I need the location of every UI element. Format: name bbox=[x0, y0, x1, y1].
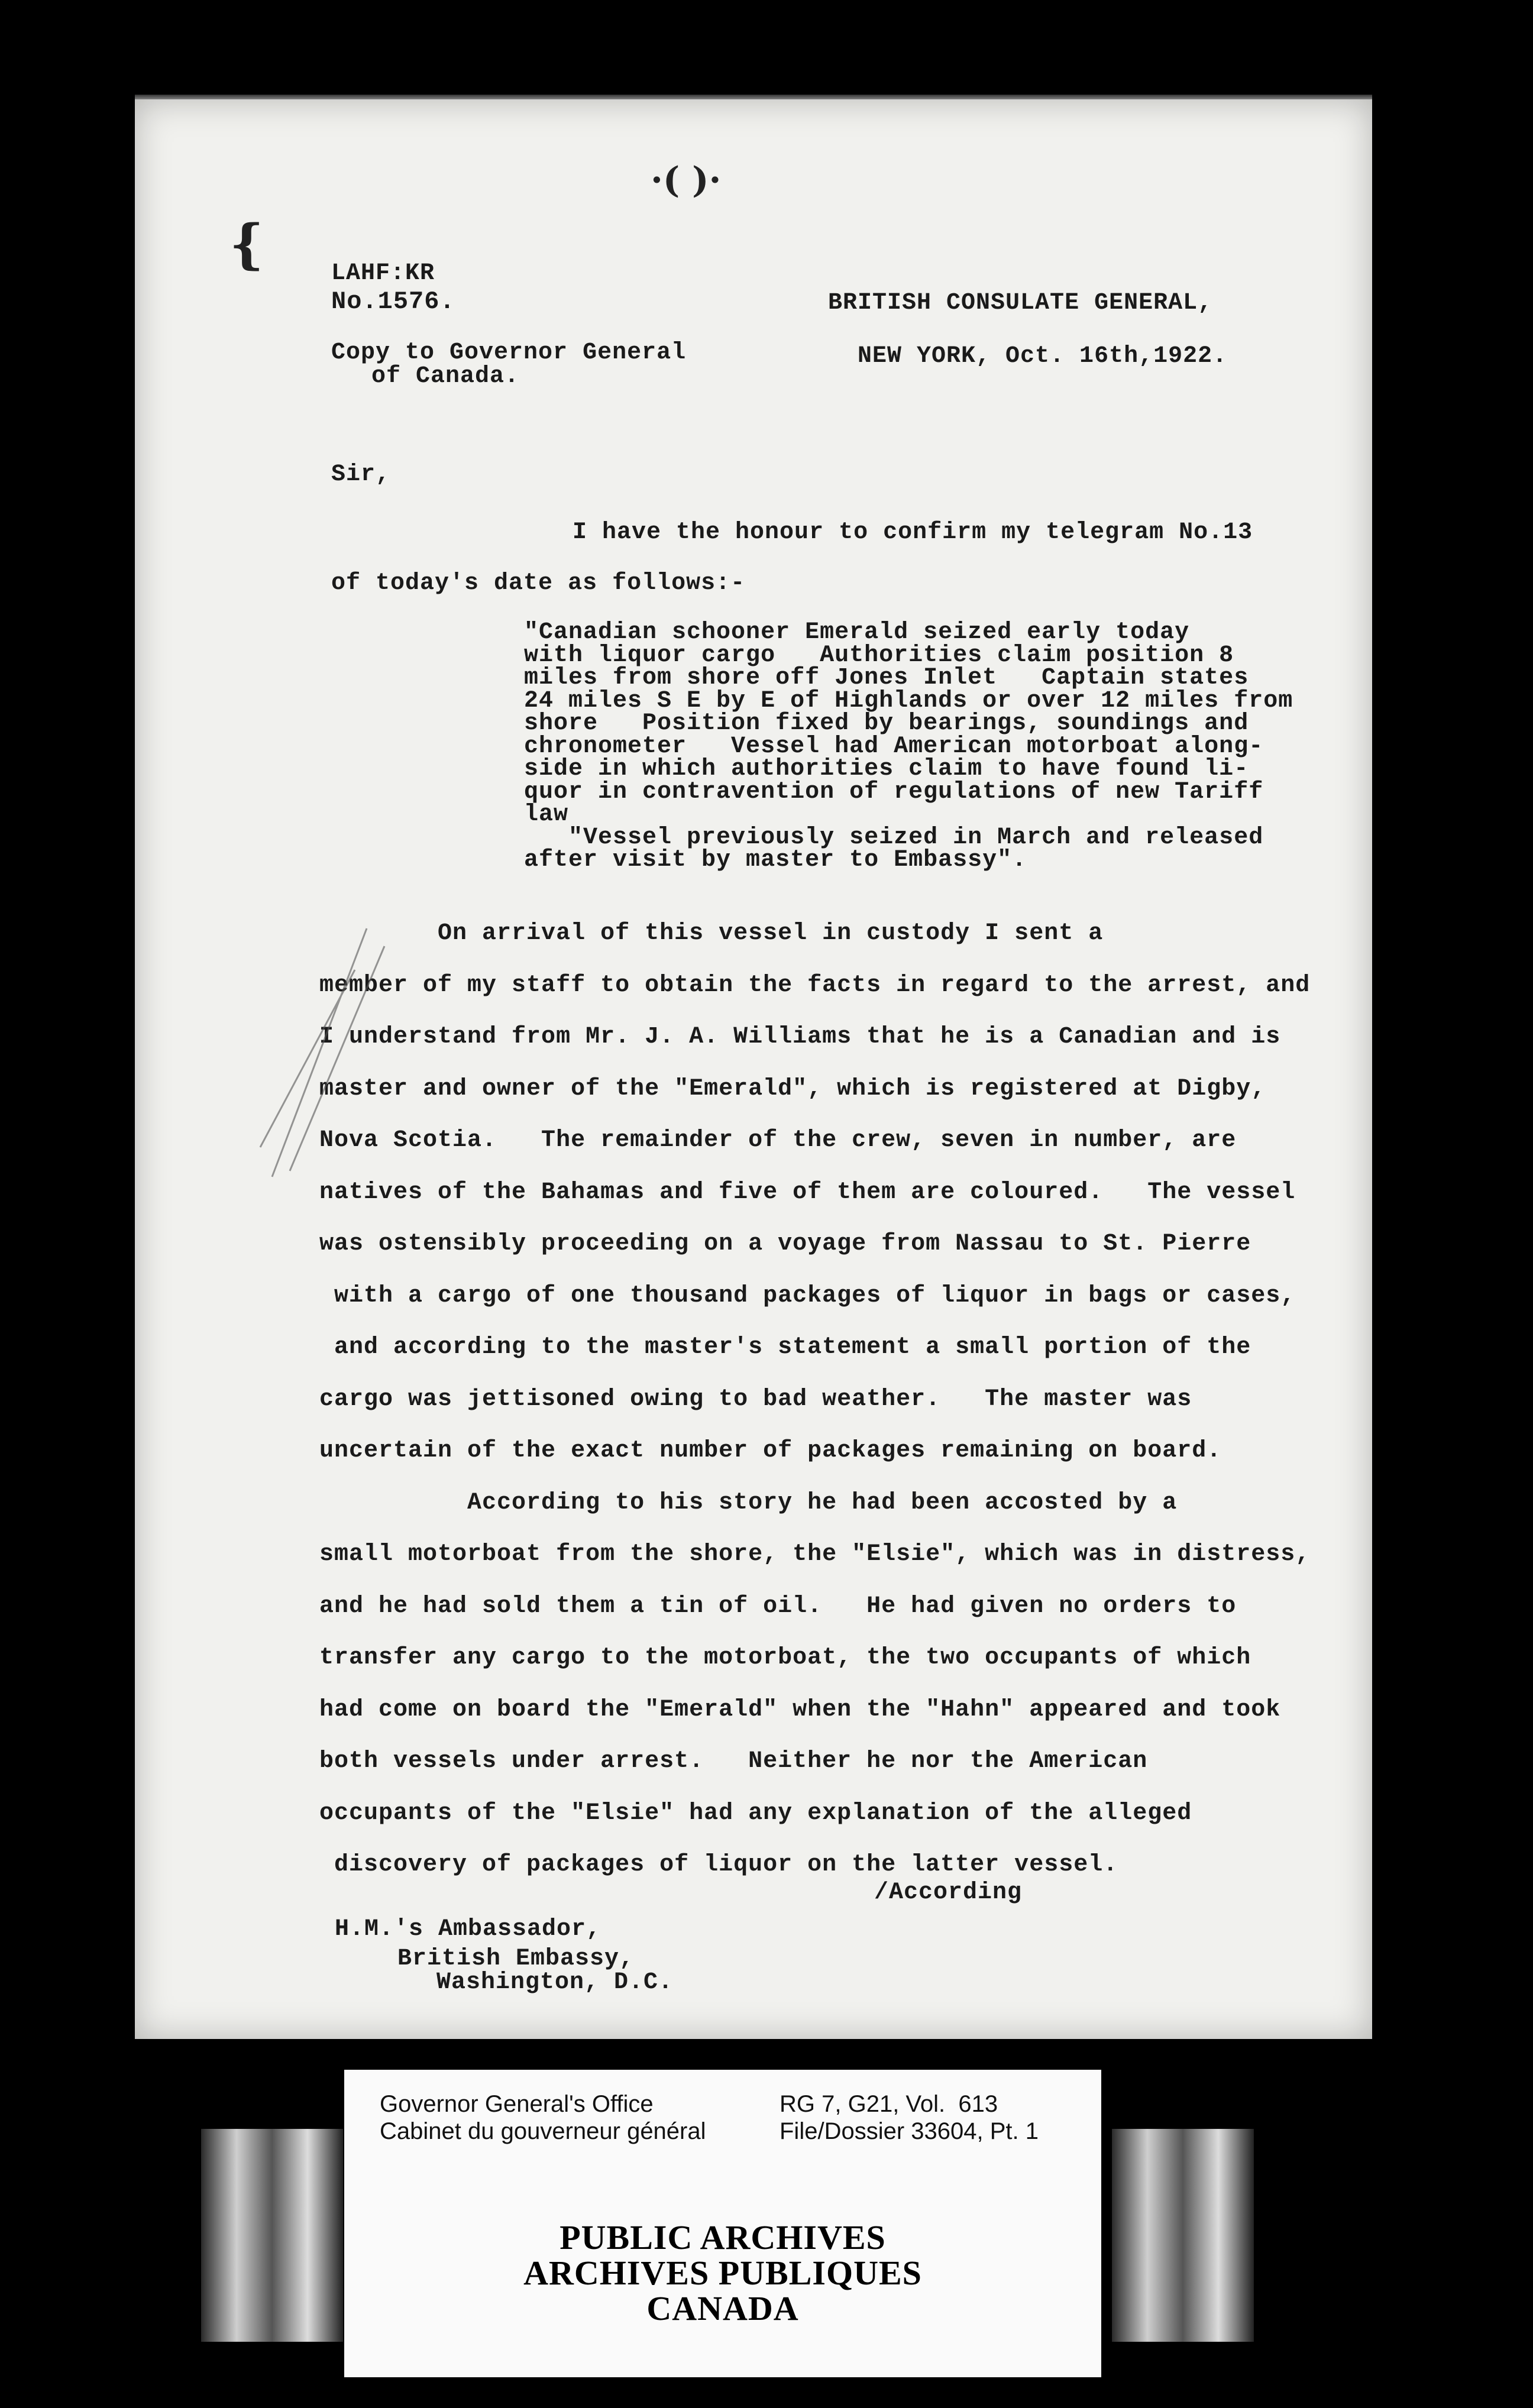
continuation-word: /According bbox=[874, 1879, 1023, 1906]
file-reference: File/Dossier 33604, Pt. 1 bbox=[780, 2118, 1039, 2144]
reference-initials: LAHF:KR bbox=[331, 260, 435, 287]
archive-label bbox=[344, 2070, 1101, 2377]
body-line: occupants of the "Elsie" had any explanation of the alleged bbox=[319, 1799, 1192, 1827]
quote-line: chronometer Vessel had American motorboat along- bbox=[524, 733, 1264, 760]
body-line: cargo was jettisoned owing to bad weather. The master was bbox=[319, 1386, 1192, 1413]
office-french: Cabinet du gouverneur général bbox=[380, 2118, 706, 2144]
body-line: According to his story he had been accosted by a bbox=[319, 1489, 1178, 1516]
film-edge-right bbox=[1112, 2129, 1254, 2342]
film-edge-left bbox=[201, 2129, 343, 2342]
body-line: and according to the master's statement a small portion of the bbox=[319, 1334, 1251, 1361]
addressee-line-3: Washington, D.C. bbox=[436, 1969, 674, 1996]
stamp-line-1: PUBLIC ARCHIVES bbox=[559, 2218, 886, 2257]
quote-line: "Vessel previously seized in March and released bbox=[524, 824, 1264, 851]
body-line: master and owner of the "Emerald", which is registered at Digby, bbox=[319, 1075, 1266, 1102]
reference-number: No.1576. bbox=[331, 287, 455, 316]
body-line: was ostensibly proceeding on a voyage from Nassau to St. Pierre bbox=[319, 1231, 1251, 1257]
scratch-marks bbox=[248, 923, 402, 1183]
body-line: member of my staff to obtain the facts in regard to the arrest, and bbox=[319, 972, 1311, 999]
addressee-line-1: H.M.'s Ambassador, bbox=[335, 1916, 601, 1943]
body-line: On arrival of this vessel in custody I sent a bbox=[319, 920, 1104, 947]
quote-line: miles from shore off Jones Inlet Captain states bbox=[524, 665, 1249, 691]
hole-punch-mark: ·( )· bbox=[651, 160, 722, 201]
quote-line: quor in contravention of regulations of new Tariff bbox=[524, 778, 1264, 805]
quote-line: shore Position fixed by bearings, soundings and bbox=[524, 710, 1249, 737]
addressee-line-2: British Embassy, bbox=[397, 1946, 635, 1972]
quote-line: 24 miles S E by E of Highlands or over 12 miles from bbox=[524, 687, 1293, 714]
place-date: NEW YORK, Oct. 16th,1922. bbox=[858, 343, 1228, 370]
quote-line: law bbox=[524, 801, 569, 828]
body-line: both vessels under arrest. Neither he nor the American bbox=[319, 1748, 1148, 1775]
copy-to-line-2: of Canada. bbox=[371, 363, 520, 390]
quote-line: "Canadian schooner Emerald seized early today bbox=[524, 619, 1190, 646]
copy-to-line-1: Copy to Governor General bbox=[331, 339, 687, 366]
margin-mark: { bbox=[229, 213, 264, 276]
salutation: Sir, bbox=[331, 461, 391, 488]
intro-line-1: I have the honour to confirm my telegram No.13 bbox=[573, 519, 1253, 546]
stamp-line-2: ARCHIVES PUBLIQUES bbox=[523, 2254, 922, 2292]
intro-line-2: of today's date as follows:- bbox=[331, 570, 746, 597]
body-line: natives of the Bahamas and five of them are coloured. The vessel bbox=[319, 1179, 1296, 1206]
body-line: discovery of packages of liquor on the latter vessel. bbox=[319, 1852, 1118, 1878]
record-group: RG 7, G21, Vol. 613 bbox=[780, 2091, 998, 2117]
body-line: and he had sold them a tin of oil. He had given no orders to bbox=[319, 1593, 1237, 1620]
quote-line: with liquor cargo Authorities claim position 8 bbox=[524, 642, 1234, 669]
sender-heading: BRITISH CONSULATE GENERAL, bbox=[828, 290, 1213, 316]
stamp-line-3: CANADA bbox=[646, 2289, 799, 2328]
body-line: uncertain of the exact number of packages remaining on board. bbox=[319, 1438, 1222, 1464]
body-line: with a cargo of one thousand packages of liquor in bags or cases, bbox=[319, 1282, 1296, 1309]
office-english: Governor General's Office bbox=[380, 2091, 654, 2117]
body-line: had come on board the "Emerald" when the "Hahn" appeared and took bbox=[319, 1696, 1281, 1723]
quote-line: side in which authorities claim to have found li- bbox=[524, 756, 1249, 782]
body-line: I understand from Mr. J. A. Williams that he is a Canadian and is bbox=[319, 1024, 1281, 1050]
quote-line: after visit by master to Embassy". bbox=[524, 847, 1027, 873]
body-line: small motorboat from the shore, the "Elsie", which was in distress, bbox=[319, 1541, 1311, 1568]
body-line: Nova Scotia. The remainder of the crew, seven in number, are bbox=[319, 1127, 1237, 1154]
body-line: transfer any cargo to the motorboat, the two occupants of which bbox=[319, 1645, 1251, 1671]
